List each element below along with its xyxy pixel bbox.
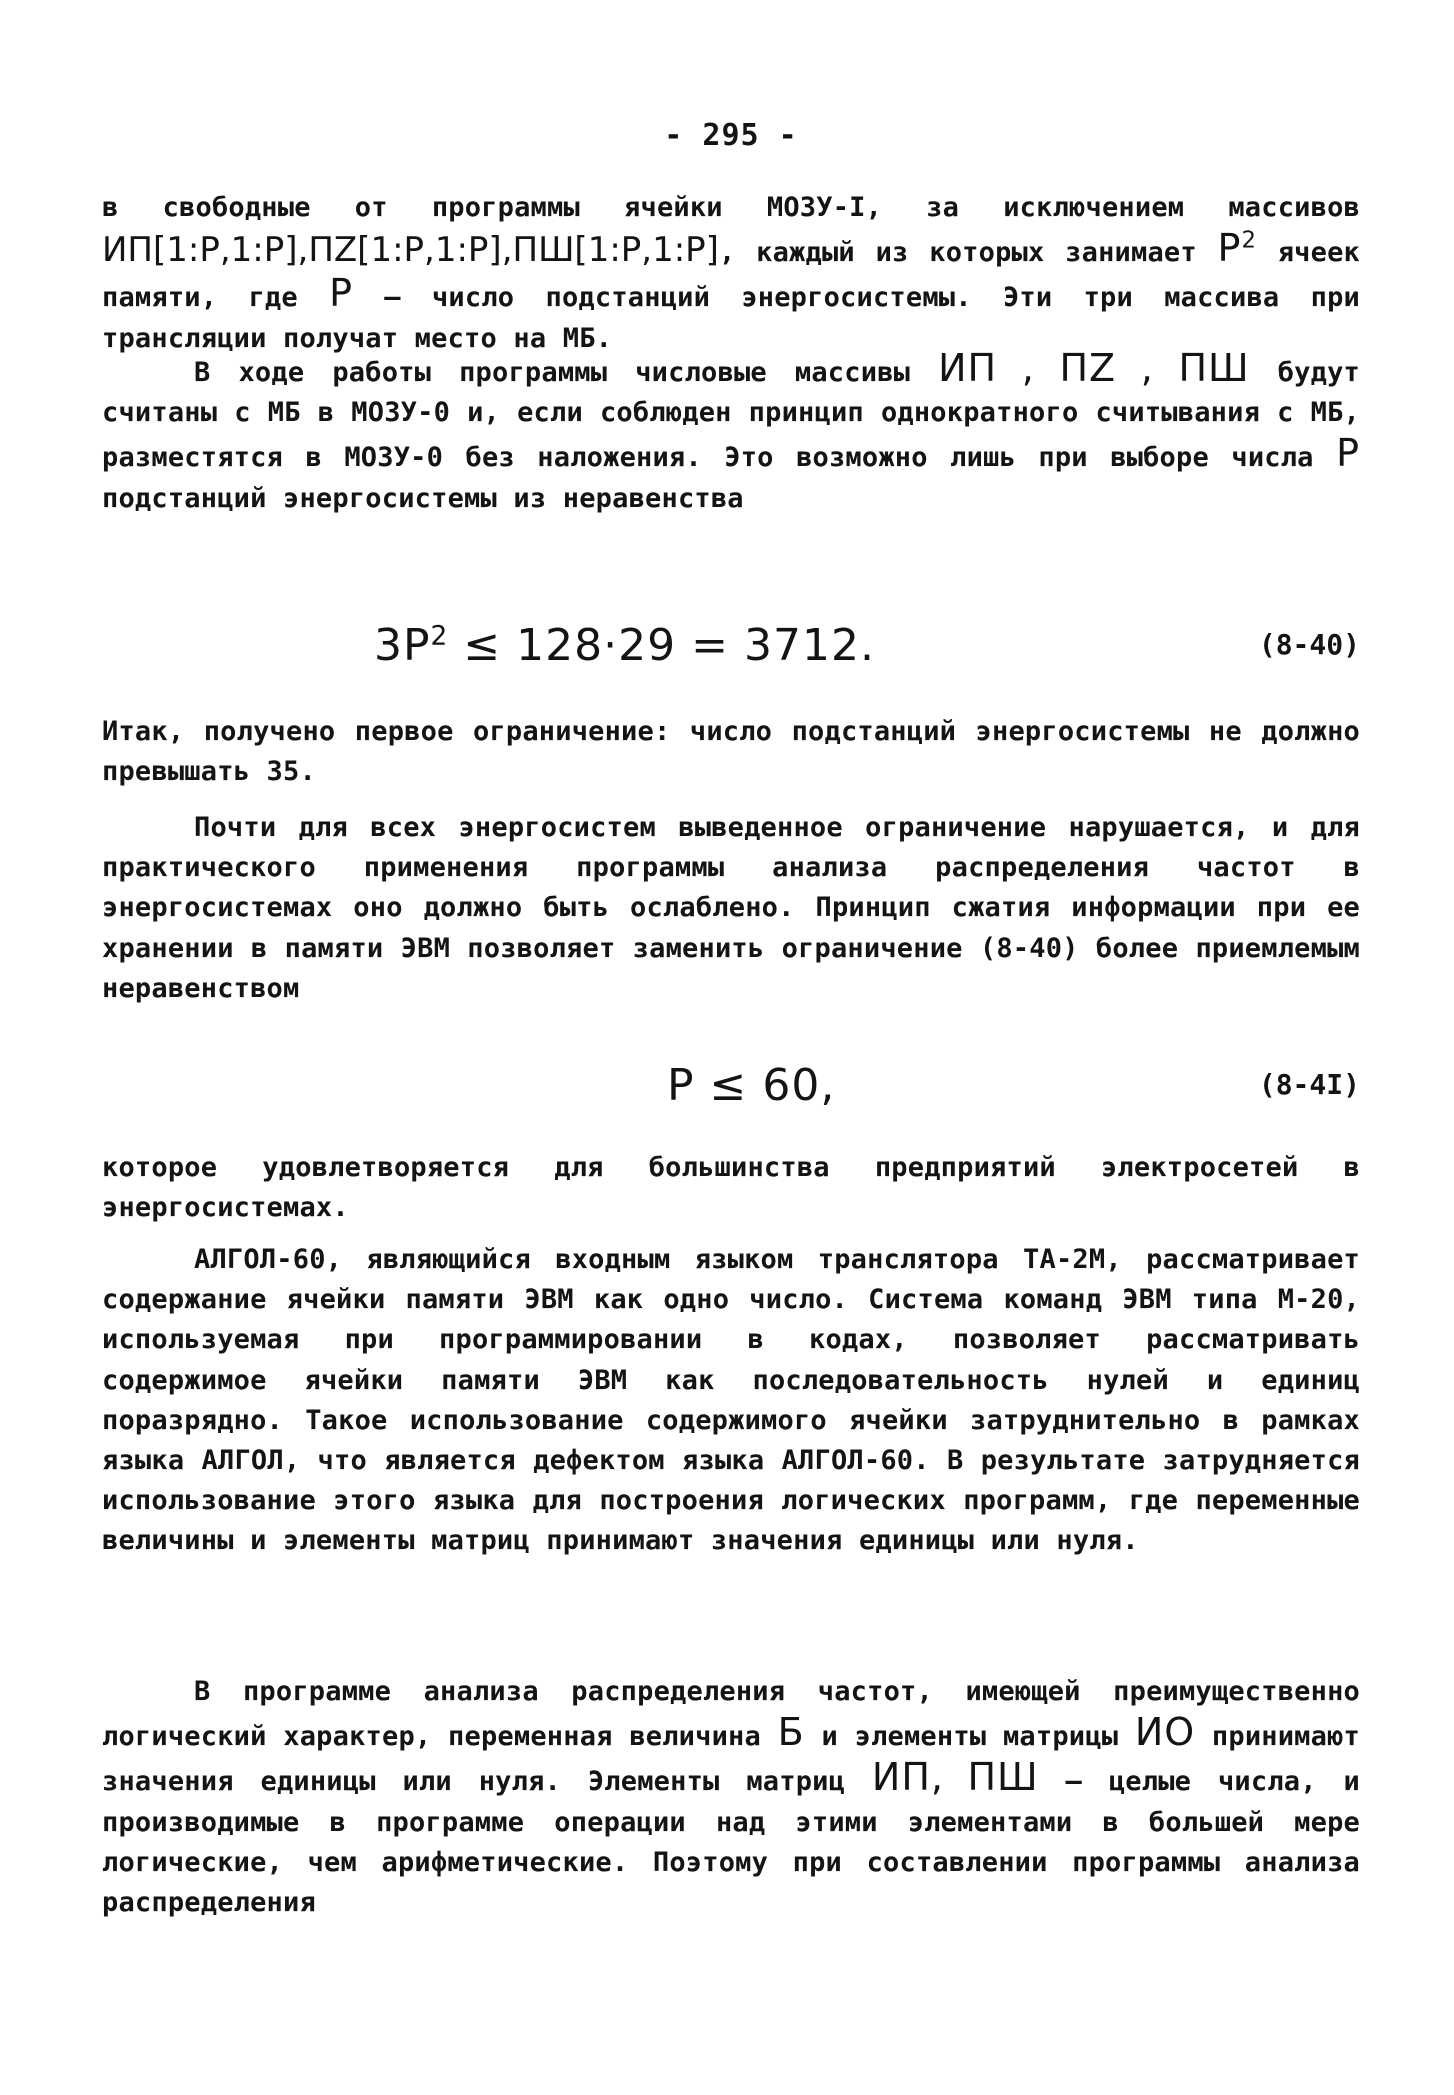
symbol-p: P: [1336, 431, 1360, 476]
array-ip: ИП: [938, 346, 998, 390]
p7-text-1: В программе анализа распределения частот, имеющей преимущественно логический характер, переменная величина: [102, 1676, 1360, 1753]
paragraph-1: [102, 188, 1360, 359]
array-psh: ПШ: [1178, 346, 1250, 390]
paragraph-2: В ходе работы программы числовые массивы ИП , ПZ , ПШ будут считаны с МБ в МОЗУ-0 и, если соблюден принцип однократного считывания с МБ, разместятся в МОЗУ-0 без наложения. Это возможно лишь при выборе числа P подстанций энергосистемы из неравенства: [102, 346, 1361, 514]
p7-text-2: и элементы матрицы: [804, 1721, 1135, 1753]
p1-text-1: в свободные от программы ячейки МОЗУ-I, за исключением массивов: [102, 192, 1360, 223]
array-pz: ПZ: [1059, 346, 1117, 390]
paragraph-7: [102, 1672, 1360, 1923]
p7-text-3: принимают значения единицы или нуля. Элементы матриц: [102, 1721, 1361, 1798]
paragraph-6: АЛГОЛ-60, являющийся входным языком транслятора ТА-2М, рассматривает содержание ячейки памяти ЭВМ как одно число. Система команд ЭВМ типа М-20, используемая при программировании в кодах, позволяет рассматривать содержимое ячейки памяти ЭВМ как последовательность нулей и единиц поразрядно. Такое использование содержимого ячейки затруднительно в рамках языка АЛГОЛ, что является дефектом языка АЛГОЛ-60. В результате затрудняется использование этого языка для построения логических программ, где переменные величины и элементы матриц принимают значения единицы или нуля.: [102, 1244, 1360, 1557]
formula-expression: $3P^2 \le 128\cdot 29 = 3712$.: [374, 620, 875, 671]
p1-text-2: , каждый из которых занимает: [718, 237, 1218, 269]
document-page: [102, 0, 1360, 2095]
matrices-ip-psh: ИП, ПШ: [871, 1755, 1039, 1800]
matrix-io: ИО: [1134, 1710, 1196, 1755]
formula-8-41: [102, 1060, 1360, 1130]
symbol-b: Б: [777, 1710, 805, 1755]
page-number: - 295 -: [664, 118, 798, 153]
p1-text-4: – число подстанций энергосистемы. Эти три массива при трансляции получат место на МБ.: [102, 282, 1361, 354]
symbol-p: P: [329, 271, 353, 316]
equation-number: (8-4I): [1258, 1068, 1360, 1101]
array-declaration: ИП[1:P,1:P],ПZ[1:P,1:P],ПШ[1:P,1:P]: [102, 230, 719, 271]
paragraph-3: Итак, получено первое ограничение: число подстанций энергосистемы не должно превышать 35.: [102, 716, 1360, 788]
formula-expression: P ≤ 60,: [667, 1060, 836, 1111]
p2-text-2: будут считаны с МБ в МОЗУ-0 и, если соблюден принцип однократного считывания с МБ, разместятся в МОЗУ-0 без наложения. Это возможно лишь при выборе числа: [102, 357, 1361, 474]
p2-text-3: подстанций энергосистемы из неравенства: [102, 482, 744, 514]
p2-text-1: В ходе работы программы числовые массивы: [194, 357, 939, 388]
p7-text-4: – целые числа, и производимые в программе операции над этими элементами в большей мере логические, чем арифметические. Поэтому при составлении программы анализа распределения: [102, 1766, 1360, 1919]
paragraph-4: Почти для всех энергосистем выведенное ограничение нарушается, и для практического применения программы анализа распределения частот в энергосистемах оно должно быть ослаблено. Принцип сжатия информации при ее хранении в памяти ЭВМ позволяет заменить ограничение (8-40) более приемлемым неравенством: [102, 812, 1360, 1004]
formula-8-40: [102, 620, 1360, 690]
paragraph-5: которое удовлетворяется для большинства предприятий электросетей в энергосистемах.: [102, 1152, 1360, 1224]
symbol-p-squared: $P^2$: [1217, 226, 1257, 271]
equation-number: (8-40): [1258, 628, 1360, 661]
p1-text-3: ячеек памяти, где: [102, 237, 1360, 314]
